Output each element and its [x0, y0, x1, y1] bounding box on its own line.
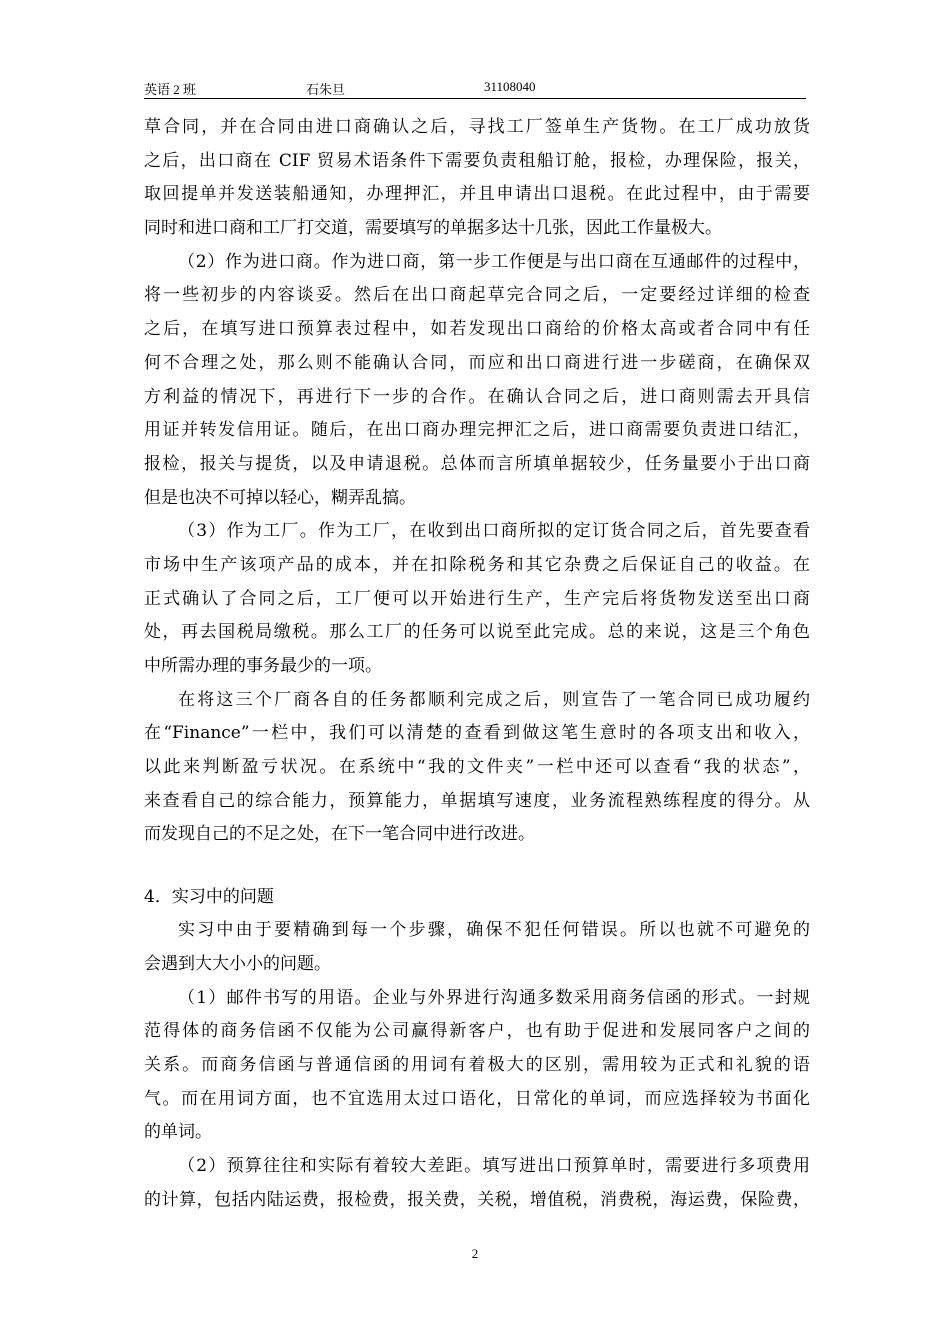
paragraph-line: （2）预算往往和实际有着较大差距。填写进出口预算单时，需要进行多项费用 — [178, 1155, 810, 1176]
paragraph-line: 来查看自己的综合能力，预算能力，单据填写速度，业务流程熟练程度的得分。从 — [144, 790, 810, 811]
paragraph-line: 而发现自己的不足之处，在下一笔合同中进行改进。 — [144, 824, 535, 845]
paragraph-line: 会遇到大大小小的问题。 — [144, 953, 331, 974]
paragraph-line: 将一些初步的内容谈妥。然后在出口商起草完合同之后，一定要经过详细的检查 — [144, 285, 810, 306]
paragraph-line: 之后，在填写进口预算表过程中，如若发现出口商给的价格太高或者合同中有任 — [144, 319, 810, 340]
paragraph-line: 处，再去国税局缴税。那么工厂的任务可以说至此完成。总的来说，这是三个角色 — [144, 622, 810, 643]
paragraph-line: 用证并转发信用证。随后，在出口商办理完押汇之后，进口商需要负责进口结汇， — [144, 420, 810, 441]
paragraph-line: （2）作为进口商。作为进口商，第一步工作便是与出口商在互通邮件的过程中， — [178, 251, 810, 272]
paragraph-line: 取回提单并发送装船通知，办理押汇，并且申请出口退税。在此过程中，由于需要 — [144, 184, 810, 205]
paragraph-line: 在“Finance”一栏中，我们可以清楚的查看到做这笔生意时的各项支出和收入， — [144, 723, 810, 744]
page-number: 2 — [471, 1246, 479, 1261]
paragraph-line: 中所需办理的事务最少的一项。 — [144, 656, 382, 676]
paragraph-line: 气。而在用词方面，也不宜选用太过口语化，日常化的单词，而应选择较为书面化 — [144, 1088, 810, 1109]
paragraph-line: 关系。而商务信函与普通信函的用词有着极大的区别，需用较为正式和礼貌的语 — [144, 1054, 810, 1075]
header-student-id: 31108040 — [484, 79, 536, 94]
paragraph-line: 报检，报关与提货，以及申请退税。总体而言所填单据较少，任务量要小于出口商 — [144, 453, 810, 474]
paragraph-line: （3）作为工厂。作为工厂，在收到出口商所拟的定订货合同之后，首先要查看 — [178, 521, 810, 542]
paragraph-line: 的单词。 — [144, 1122, 212, 1143]
header-class: 英语 2 班 — [144, 82, 197, 97]
paragraph-line: 市场中生产该项产品的成本，并在扣除税务和其它杂费之后保证自己的收益。在 — [144, 554, 810, 575]
paragraph-line: 范得体的商务信函不仅能为公司赢得新客户，也有助于促进和发展同客户之间的 — [144, 1021, 810, 1042]
paragraph-line: 之后，出口商在 CIF 贸易术语条件下需要负责租船订舱，报检，办理保险，报关， — [144, 150, 810, 171]
paragraph-line: 方利益的情况下，再进行下一步的合作。在确认合同之后，进口商则需去开具信 — [144, 386, 810, 407]
section-gap — [144, 852, 810, 880]
header-name: 石朱旦 — [306, 82, 346, 97]
section-heading: 4．实习中的问题 — [144, 887, 274, 908]
paragraph-line: 草合同，并在合同由进口商确认之后，寻找工厂签单生产货物。在工厂成功放货 — [144, 117, 810, 137]
page-body — [144, 111, 810, 1217]
paragraph-line: 在将这三个厂商各自的任务都顺利完成之后，则宣告了一笔合同已成功履约 — [178, 689, 810, 710]
paragraph-line: 正式确认了合同之后，工厂便可以开始进行生产，生产完后将货物发送至出口商 — [144, 588, 810, 609]
paragraph-line: （1）邮件书写的用语。企业与外界进行沟通多数采用商务信函的形式。一封规 — [178, 987, 810, 1008]
paragraph-line: 同时和进口商和工厂打交道，需要填写的单据多达十几张，因此工作量极大。 — [144, 218, 722, 239]
paragraph-line: 以此来判断盈亏状况。在系统中“我的文件夹”一栏中还可以查看“我的状态”， — [144, 757, 810, 778]
paragraph-line: 何不合理之处，那么则不能确认合同，而应和出口商进行进一步磋商，在确保双 — [144, 352, 810, 373]
page-header — [144, 76, 806, 99]
paragraph-line: 但是也决不可掉以轻心，糊弄乱搞。 — [144, 487, 416, 508]
paragraph-line: 实习中由于要精确到每一个步骤，确保不犯任何错误。所以也就不可避免的 — [178, 920, 810, 941]
paragraph-line: 的计算，包括内陆运费，报检费，报关费，关税，增值税，消费税，海运费，保险费， — [144, 1189, 810, 1210]
